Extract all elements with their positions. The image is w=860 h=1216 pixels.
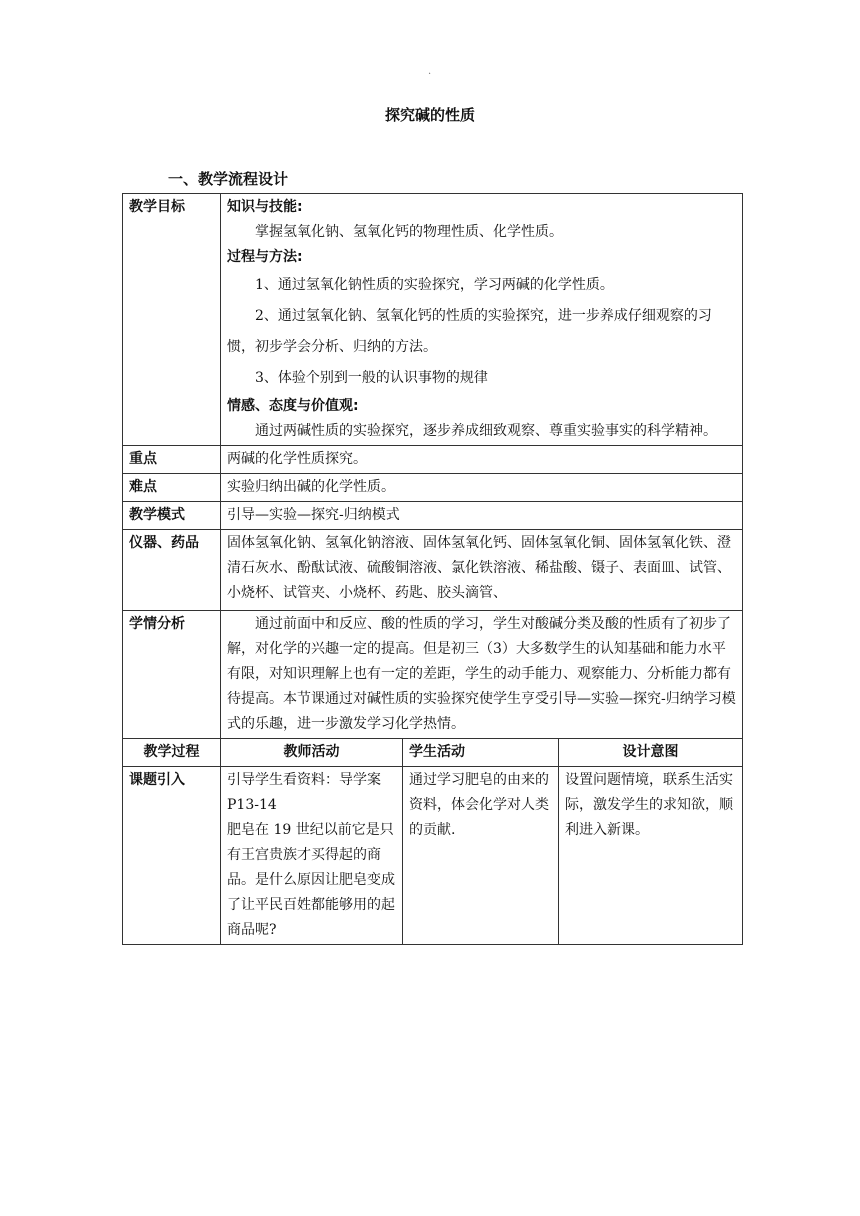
section-heading: 一、教学流程设计 — [168, 170, 289, 188]
objectives-label: 教学目标 — [123, 194, 221, 446]
mode-row — [123, 502, 743, 530]
difficulty-row — [123, 474, 743, 502]
process-item: 2、通过氢氧化钠、氢氧化钙的性质的实验探究，进一步养成仔细观察的习惯，初步学会分析、归纳的方法。 — [227, 308, 712, 355]
process-title: 过程与方法: — [227, 249, 303, 265]
process-header-teacher: 教师活动 — [221, 739, 403, 767]
analysis-value: 通过前面中和反应、酸的性质的学习，学生对酸碱分类及酸的性质有了初步了解，对化学的兴趣一定的提高。但是初三（3）大多数学生的认知基础和能力水平有限，对知识理解上也有一定的差距，学生的动手能力、观察能力、分析能力都有待提高。本节课通过对碱性质的实验探究使学生亨受引导—实验—探究-归纳学习模式的乐趣，进一步激发学习化学热情。 — [221, 611, 743, 739]
design-intent: 设置问题情境，联系生活实际，激发学生的求知欲，顺利进入新课。 — [559, 767, 743, 945]
key-point-row — [123, 446, 743, 474]
analysis-label: 学情分析 — [123, 611, 221, 739]
process-stage: 课题引入 — [123, 767, 221, 945]
teacher-activity-line: 肥皂在 19 世纪以前它是只有王宫贵族才买得起的商品。是什么原因让肥皂变成了让平民百姓都能够用的起商品呢? — [227, 822, 395, 938]
process-item: 3、体验个别到一般的认识事物的规律 — [255, 370, 488, 386]
process-header-row — [123, 739, 743, 767]
emotion-title: 情感、态度与价值观: — [227, 398, 359, 414]
process-header-stage: 教学过程 — [123, 739, 221, 767]
process-row-intro — [123, 767, 743, 945]
difficulty-label: 难点 — [123, 474, 221, 502]
key-point-label: 重点 — [123, 446, 221, 474]
key-point-value: 两碱的化学性质探究。 — [221, 446, 743, 474]
analysis-row — [123, 611, 743, 739]
materials-value: 固体氢氧化钠、氢氧化钠溶液、固体氢氧化钙、固体氢氧化铜、固体氢氧化铁、澄清石灰水、酚酞试液、硫酸铜溶液、氯化铁溶液、稀盐酸、镊子、表面皿、试管、小烧杯、试管夹、小烧杯、药匙、胶头滴管、 — [221, 530, 743, 611]
process-header-student: 学生活动 — [403, 739, 559, 767]
knowledge-title: 知识与技能: — [227, 199, 303, 215]
materials-label: 仪器、药品 — [123, 530, 221, 611]
header-dot: . — [428, 66, 432, 77]
objectives-row — [123, 194, 743, 446]
mode-label: 教学模式 — [123, 502, 221, 530]
emotion-text: 通过两碱性质的实验探究，逐步养成细致观察、尊重实验事实的科学精神。 — [255, 423, 717, 439]
teacher-activity — [221, 767, 403, 945]
difficulty-value: 实验归纳出碱的化学性质。 — [221, 474, 743, 502]
mode-value: 引导—实验—探究-归纳模式 — [221, 502, 743, 530]
lesson-plan-table — [122, 193, 743, 945]
objectives-content — [221, 194, 743, 446]
page-title: 探究碱的性质 — [384, 106, 475, 124]
teacher-activity-line: 引导学生看资料：导学案 P13-14 — [227, 772, 381, 813]
process-header-intent: 设计意图 — [559, 739, 743, 767]
knowledge-text: 掌握氢氧化钠、氢氧化钙的物理性质、化学性质。 — [255, 224, 563, 240]
student-activity: 通过学习肥皂的由来的资料，体会化学对人类的贡献. — [403, 767, 559, 945]
process-item: 1、通过氢氧化钠性质的实验探究，学习两碱的化学性质。 — [255, 277, 614, 293]
materials-row — [123, 530, 743, 611]
